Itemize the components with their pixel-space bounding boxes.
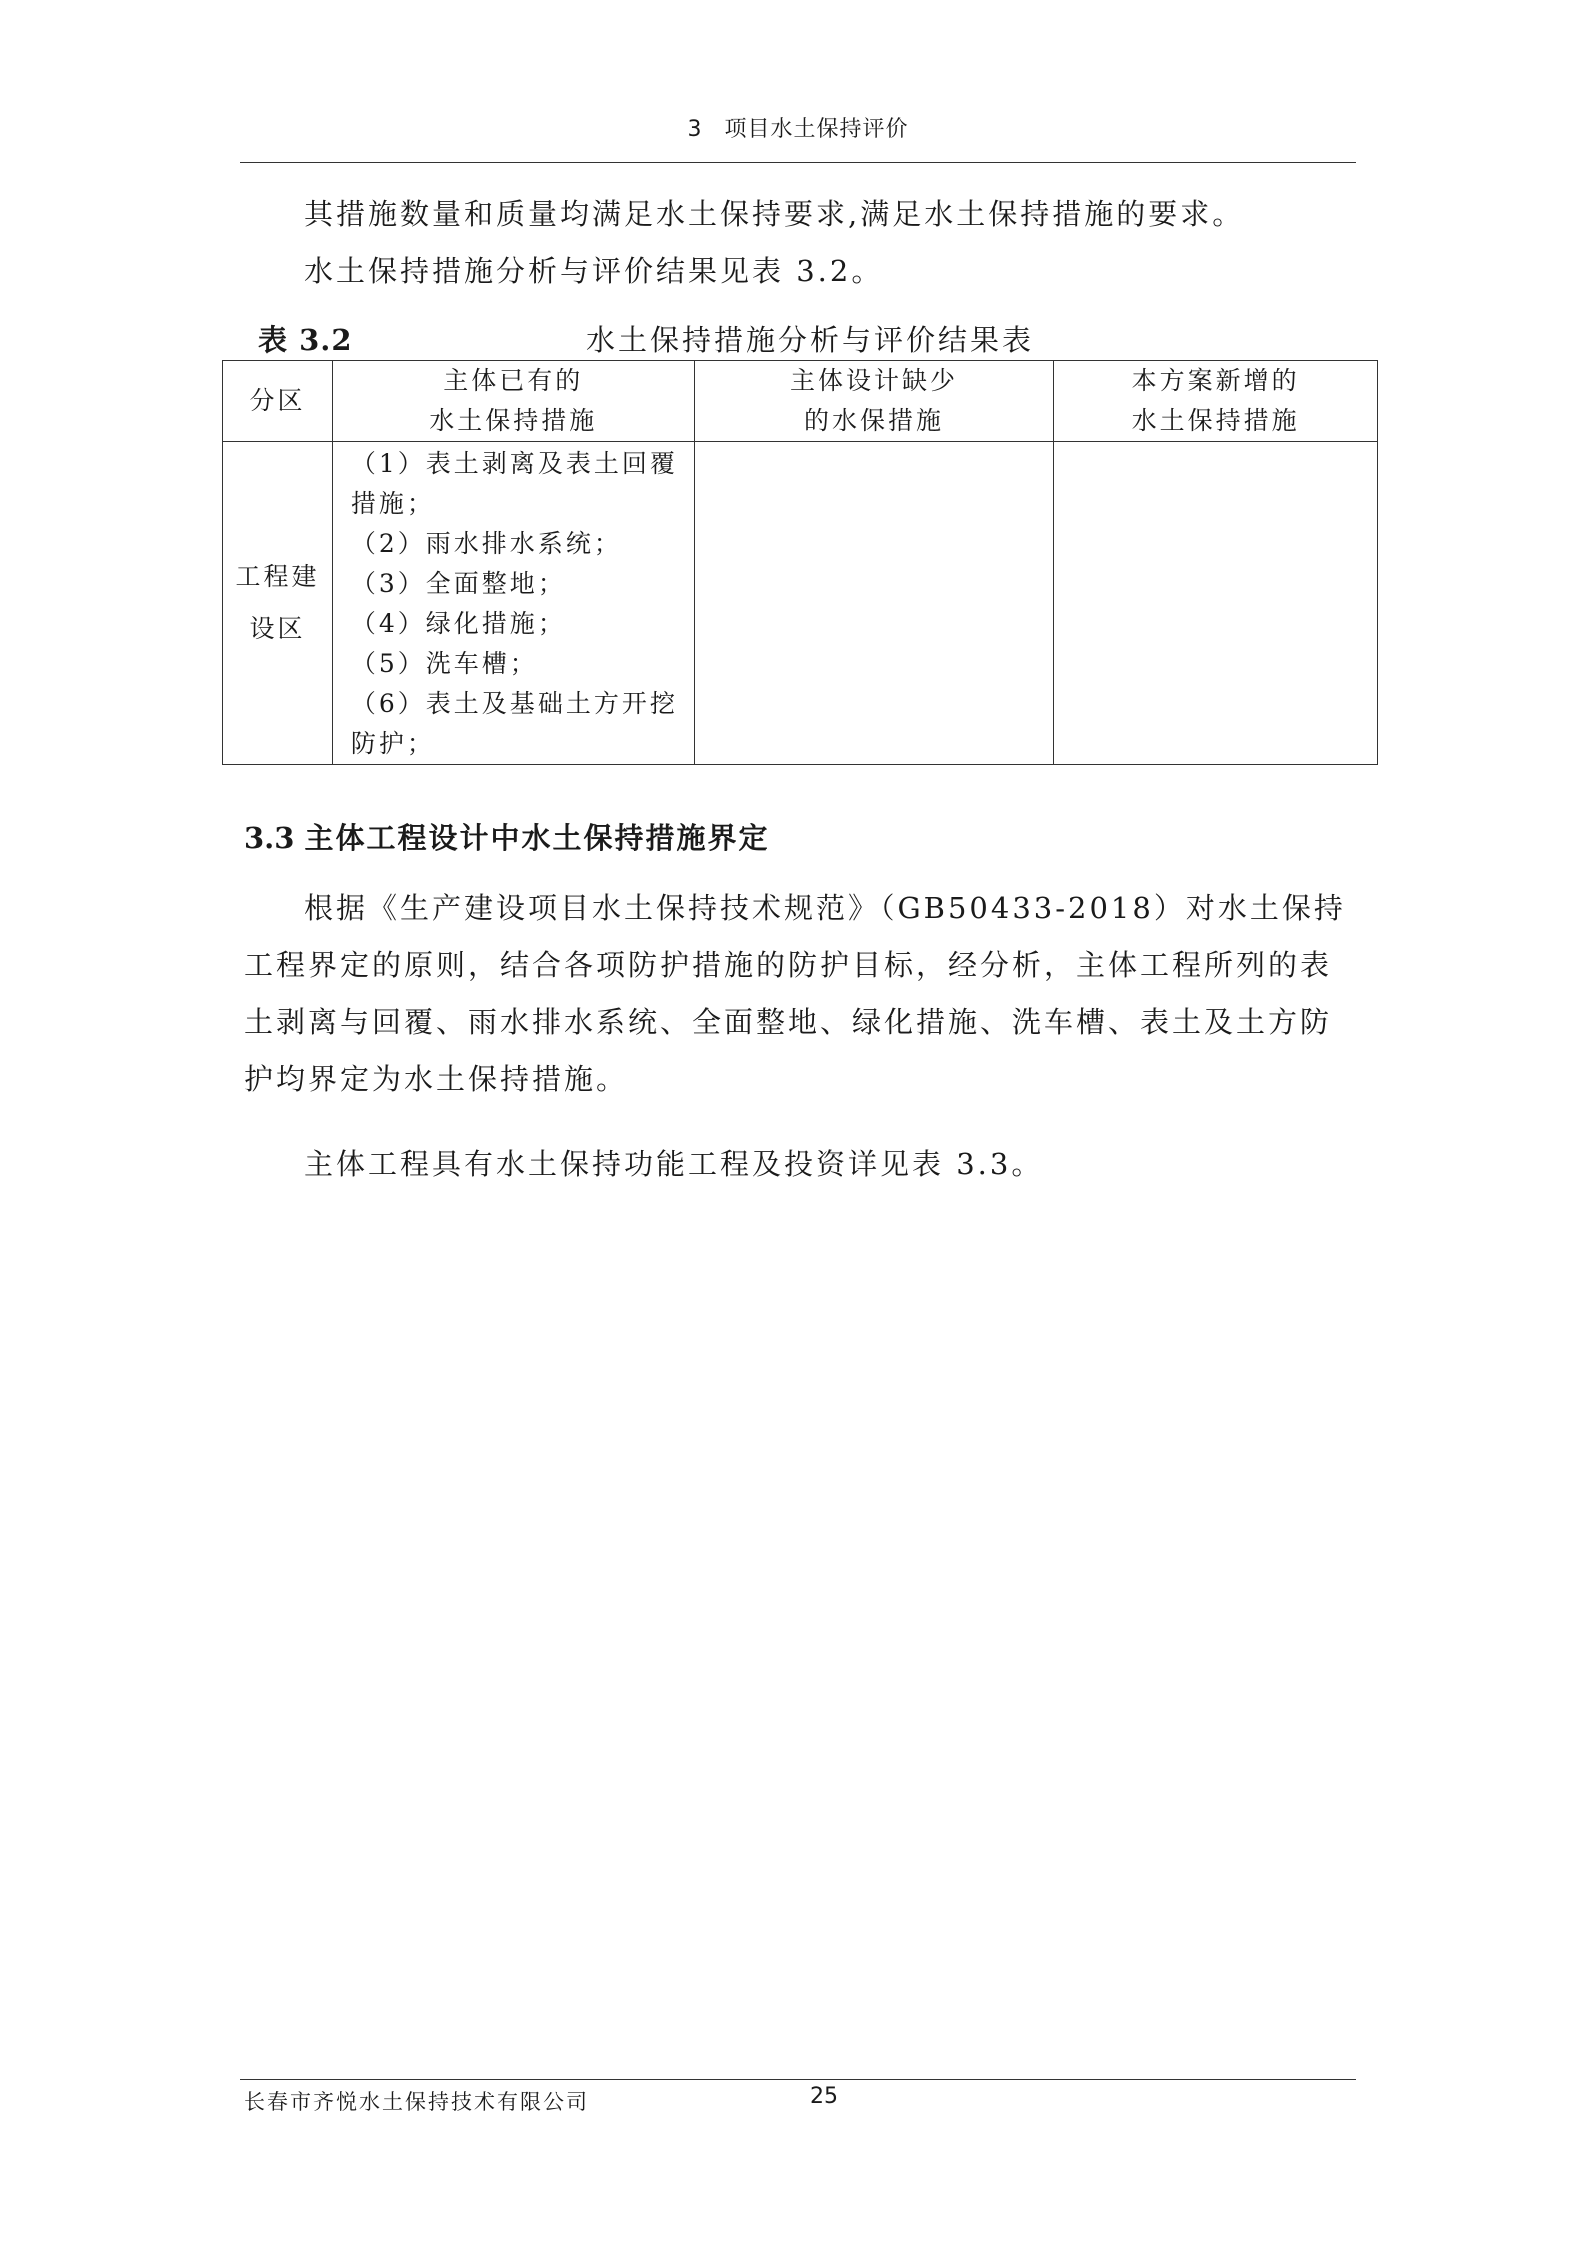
header-added-line1: 本方案新增的 [1131,366,1300,395]
header-rule [240,162,1356,163]
measure-item: （6）表土及基础土方开挖防护； [350,689,678,758]
measure-item: （2）雨水排水系统； [350,529,622,558]
page-number: 25 [810,2084,838,2109]
header-existing-line2: 水土保持措施 [429,406,598,435]
zone-line2: 设区 [249,614,306,643]
measure-item: （3）全面整地； [350,569,566,598]
header-existing-line1: 主体已有的 [443,366,584,395]
table-caption-title: 水土保持措施分析与评价结果表 [586,323,1035,357]
chapter-number: 3 [687,117,703,142]
table-header-row [223,361,1378,442]
section-heading [244,816,769,857]
table-row [223,442,1378,765]
measure-item: （1）表土剥离及表土回覆措施； [350,449,678,518]
paragraph-4-text: 主体工程具有水土保持功能工程及投资详见表 3.3。 [304,1147,1044,1181]
measure-item: （5）洗车槽； [350,649,538,678]
measure-item: （4）绿化措施； [350,609,566,638]
paragraph-2-text: 水土保持措施分析与评价结果见表 3.2。 [304,254,884,288]
missing-measures-cell [694,442,1054,765]
table-caption-label: 表 3.2 [258,323,353,357]
header-added [1054,361,1378,442]
evaluation-table [222,360,1378,765]
header-missing-line1: 主体设计缺少 [789,366,958,395]
paragraph-3 [244,880,1356,1108]
added-measures-cell [1054,442,1378,765]
zone-line1: 工程建 [235,562,320,591]
header-zone [223,361,333,442]
page-header [240,112,1356,143]
paragraph-2 [244,243,1356,300]
header-added-line2: 水土保持措施 [1131,406,1300,435]
footer-company: 长春市齐悦水土保持技术有限公司 [244,2090,589,2114]
paragraph-1-text: 其措施数量和质量均满足水土保持要求,满足水土保持措施的要求。 [304,197,1245,231]
section-number: 3.3 [244,821,295,855]
footer-rule [240,2079,1356,2080]
chapter-title: 项目水土保持评价 [724,117,909,142]
paragraph-3-text: 根据《生产建设项目水土保持技术规范》（GB50433-2018）对水土保持工程界定的原则，结合各项防护措施的防护目标，经分析，主体工程所列的表土剥离与回覆、雨水排水系统、全面整地、绿化措施、洗车槽、表土及土方防护均界定为水土保持措施。 [244,891,1346,1096]
header-missing [694,361,1054,442]
existing-measures-cell [332,442,694,765]
header-missing-line2: 的水保措施 [803,406,944,435]
zone-cell [223,442,333,765]
header-zone-text: 分区 [249,386,306,415]
section-title: 主体工程设计中水土保持措施界定 [304,821,770,855]
header-existing [332,361,694,442]
table-caption [258,318,1318,358]
paragraph-4 [244,1136,1356,1193]
paragraph-1 [244,186,1356,243]
